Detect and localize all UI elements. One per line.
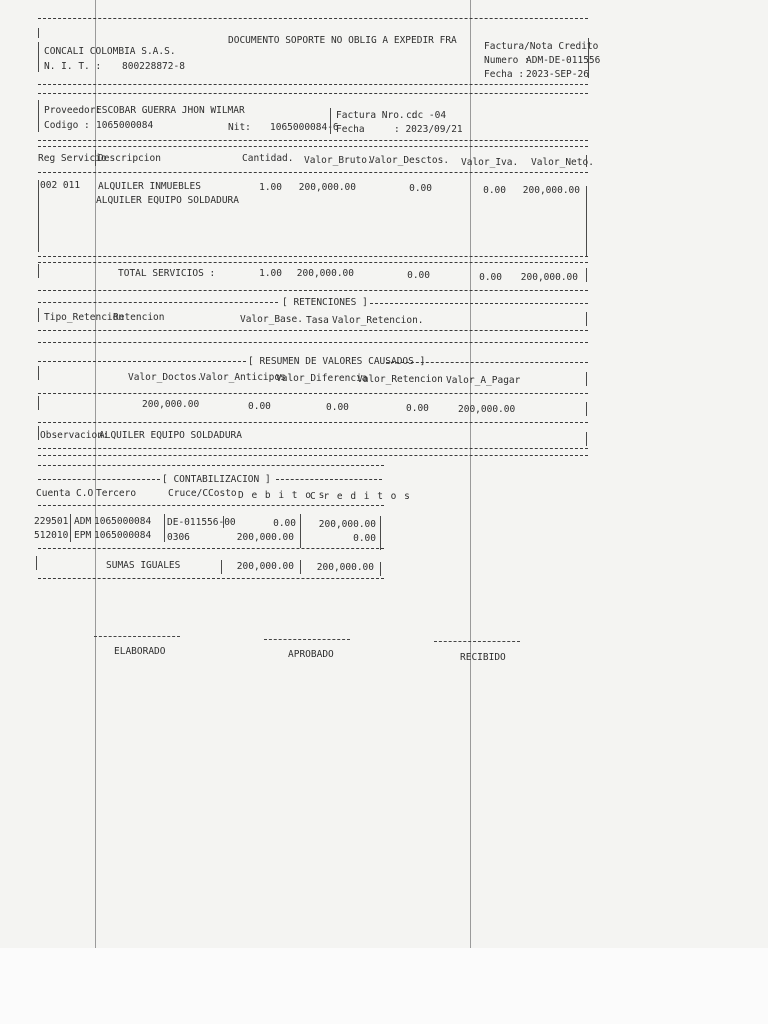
contab-row-2-debito: 200,000.00 — [236, 532, 294, 543]
contab-row-2-co: EPM — [74, 530, 92, 541]
col-valor-bruto: Valor_Bruto. — [304, 155, 373, 166]
contab-row-1-debito: 0.00 — [273, 518, 296, 529]
services-left-border — [38, 180, 39, 252]
contab-col-creditos: C r e d i t o s — [310, 491, 411, 502]
total-neto: 200,000.00 — [520, 272, 578, 283]
paper-bottom-area — [0, 948, 768, 1024]
header-top-rule — [38, 18, 588, 19]
services-total-top-rule-2 — [38, 262, 588, 263]
codigo-value: 1065000084 — [96, 120, 154, 131]
res-col-anticipos: Valor_Anticipos — [200, 372, 286, 383]
fecha-value: 2023-SEP-26 — [526, 69, 589, 80]
sumas-debito: 200,000.00 — [236, 561, 294, 572]
services-total-top-rule — [38, 256, 588, 257]
company-nit-label: N. I. T. : — [44, 61, 102, 72]
ret-col-valor-base: Valor_Base. — [240, 314, 303, 325]
aprobado-label: APROBADO — [288, 649, 334, 660]
sumas-credito: 200,000.00 — [316, 562, 374, 573]
company-name: CONCALI COLOMBIA S.A.S. — [44, 46, 176, 57]
service-bruto: 200,000.00 — [298, 182, 356, 193]
res-val-retencion: 0.00 — [406, 403, 429, 414]
recibido-signature-line — [434, 641, 520, 642]
col-valor-desctos: Valor_Desctos. — [369, 155, 450, 166]
retenciones-rule-1 — [38, 330, 588, 331]
provider-left-border — [38, 100, 39, 132]
service-cantidad: 1.00 — [259, 182, 282, 193]
contab-row-1-credito: 200,000.00 — [318, 519, 376, 530]
recibido-label: RECIBIDO — [460, 652, 506, 663]
res-val-anticipos: 0.00 — [248, 401, 271, 412]
contab-bottom-rule — [38, 578, 384, 579]
elaborado-signature-line — [94, 636, 180, 637]
res-val-a-pagar: 200,000.00 — [458, 404, 516, 415]
factura-label: Factura Nro. : — [336, 110, 417, 121]
contab-col-co: C.O — [76, 488, 94, 499]
ret-col-tasa: Tasa — [306, 315, 329, 326]
total-iva: 0.00 — [479, 272, 502, 283]
codigo-label: Codigo : — [44, 120, 90, 131]
resumen-right-border — [586, 372, 587, 386]
numero-label: Numero : — [484, 55, 530, 66]
resumen-values-left-border — [38, 396, 39, 410]
contab-right-border — [380, 516, 381, 550]
res-col-diferencia: Valor_Diferencia — [276, 373, 368, 384]
provider-nit-value: 1065000084-6 — [270, 122, 339, 133]
fecha-label: Fecha : — [484, 69, 525, 80]
contab-row-1-cruce: DE-011556-00 — [167, 517, 236, 528]
resumen-values-right-border — [586, 402, 587, 416]
header-bottom-rule — [38, 84, 588, 85]
ret-col-tipo: Tipo_Retencion — [44, 312, 125, 323]
contab-row-2-cruce: 0306 — [167, 532, 190, 543]
sumas-divider-2 — [300, 560, 301, 574]
document-title: DOCUMENTO SOPORTE NO OBLIG A EXPEDIR FRA — [228, 35, 457, 46]
provider-fecha-label: Fecha — [336, 124, 365, 135]
sumas-left-border — [36, 556, 37, 570]
contab-rule-right — [276, 479, 382, 480]
contab-col-debitos: D e b i t o s — [238, 490, 326, 501]
contabilizacion-title: [ CONTABILIZACION ] — [162, 474, 271, 485]
resumen-rule-right — [386, 362, 588, 363]
company-nit-value: 800228872-8 — [122, 61, 185, 72]
contab-col-cruce: Cruce/CCosto — [168, 488, 237, 499]
numero-value: ADM-DE-011556 — [526, 55, 601, 66]
contab-row-1-tercero: 1065000084 — [94, 516, 152, 527]
contab-rule-left — [38, 479, 160, 480]
res-col-doctos: Valor_Doctos. — [128, 372, 203, 383]
contab-row-2-tercero: 1065000084 — [94, 530, 152, 541]
doc-type: Factura/Nota Credito — [484, 41, 599, 52]
retenciones-rule-left — [38, 302, 278, 303]
contab-divider-co — [70, 514, 71, 542]
total-left-border — [38, 264, 39, 278]
service-iva: 0.00 — [483, 185, 506, 196]
services-header-rule — [38, 172, 588, 173]
contab-row-1-cuenta: 229501 — [34, 516, 69, 527]
contab-header-rule — [38, 505, 384, 506]
contab-top-rule — [38, 465, 384, 466]
retenciones-rule-right — [370, 303, 588, 304]
observacion-rule-2 — [38, 455, 588, 456]
col-valor-iva: Valor_Iva. — [461, 157, 519, 168]
retenciones-rule-2 — [38, 342, 588, 343]
resumen-rule-left — [38, 361, 246, 362]
service-desc-2: ALQUILER EQUIPO SOLDADURA — [96, 195, 239, 206]
service-reg: 002 011 — [40, 180, 81, 191]
header-left-border — [38, 28, 39, 38]
paper-fold-right — [470, 0, 471, 1024]
resumen-bottom-rule — [38, 422, 588, 423]
contab-row-2-credito: 0.00 — [353, 533, 376, 544]
observacion-rule-1 — [38, 448, 588, 449]
col-reg-servicio: Reg Servicio — [38, 153, 107, 164]
col-valor-neto: Valor_Neto. — [531, 157, 594, 168]
elaborado-label: ELABORADO — [114, 646, 166, 657]
provider-bottom-rule — [38, 140, 588, 141]
provider-nit-label: Nit: — [228, 122, 251, 133]
contab-rows-bottom-rule — [38, 548, 384, 549]
total-bruto: 200,000.00 — [296, 268, 354, 279]
sumas-divider-1 — [221, 560, 222, 574]
sumas-right-border — [380, 562, 381, 576]
observacion-value: ALQUILER EQUIPO SOLDADURA — [99, 430, 242, 441]
service-desc-1: ALQUILER INMUEBLES — [98, 181, 201, 192]
services-col-divider — [95, 150, 96, 166]
ret-col-valor-retencion: Valor_Retencion. — [332, 315, 424, 326]
service-desctos: 0.00 — [409, 183, 432, 194]
resumen-left-border — [38, 366, 39, 380]
contab-row-2-cuenta: 512010 — [34, 530, 69, 541]
total-right-border — [586, 268, 587, 282]
contab-col-tercero: Tercero — [96, 488, 137, 499]
res-val-diferencia: 0.00 — [326, 402, 349, 413]
proveedor-value: ESCOBAR GUERRA JHON WILMAR — [96, 105, 245, 116]
observacion-right-border — [586, 432, 587, 446]
service-neto: 200,000.00 — [522, 185, 580, 196]
contab-divider-cruce — [164, 514, 165, 542]
aprobado-signature-line — [264, 639, 350, 640]
services-bottom-rule — [38, 290, 588, 291]
contab-col-cuenta: Cuenta — [36, 488, 71, 499]
ret-col-retencion: Retencion — [113, 312, 165, 323]
col-descripcion: Descripcion — [98, 153, 161, 164]
res-col-retencion: Valor_Retencion — [357, 374, 443, 385]
observacion-left-border — [38, 426, 39, 440]
provider-top-rule — [38, 93, 588, 94]
provider-mid-border — [330, 108, 331, 134]
factura-value: cdc -04 — [406, 110, 447, 121]
total-cantidad: 1.00 — [259, 268, 282, 279]
resumen-header-rule — [38, 393, 588, 394]
header-left-border-2 — [38, 42, 39, 72]
proveedor-label: Proveedor: — [44, 105, 102, 116]
services-top-rule — [38, 146, 588, 147]
provider-fecha-value: : 2023/09/21 — [394, 124, 463, 135]
contab-divider-debito — [300, 514, 301, 548]
retenciones-title: [ RETENCIONES ] — [282, 297, 368, 308]
total-servicios-label: TOTAL SERVICIOS : — [118, 268, 216, 279]
services-right-border — [586, 186, 587, 256]
contab-row-1-co: ADM — [74, 516, 92, 527]
retenciones-right-border — [586, 312, 587, 326]
res-val-doctos: 200,000.00 — [142, 399, 200, 410]
contab-divider-cruce-end — [223, 516, 224, 528]
col-cantidad: Cantidad. — [242, 153, 294, 164]
observacion-label: Observacion: — [40, 430, 109, 441]
retenciones-left-border — [38, 308, 39, 322]
services-header-right-border — [586, 155, 587, 167]
resumen-title: [ RESUMEN DE VALORES CAUSADOS ] — [248, 356, 426, 367]
sumas-iguales-label: SUMAS IGUALES — [106, 560, 181, 571]
res-col-a-pagar: Valor_A_Pagar — [446, 375, 521, 386]
total-desctos: 0.00 — [407, 270, 430, 281]
